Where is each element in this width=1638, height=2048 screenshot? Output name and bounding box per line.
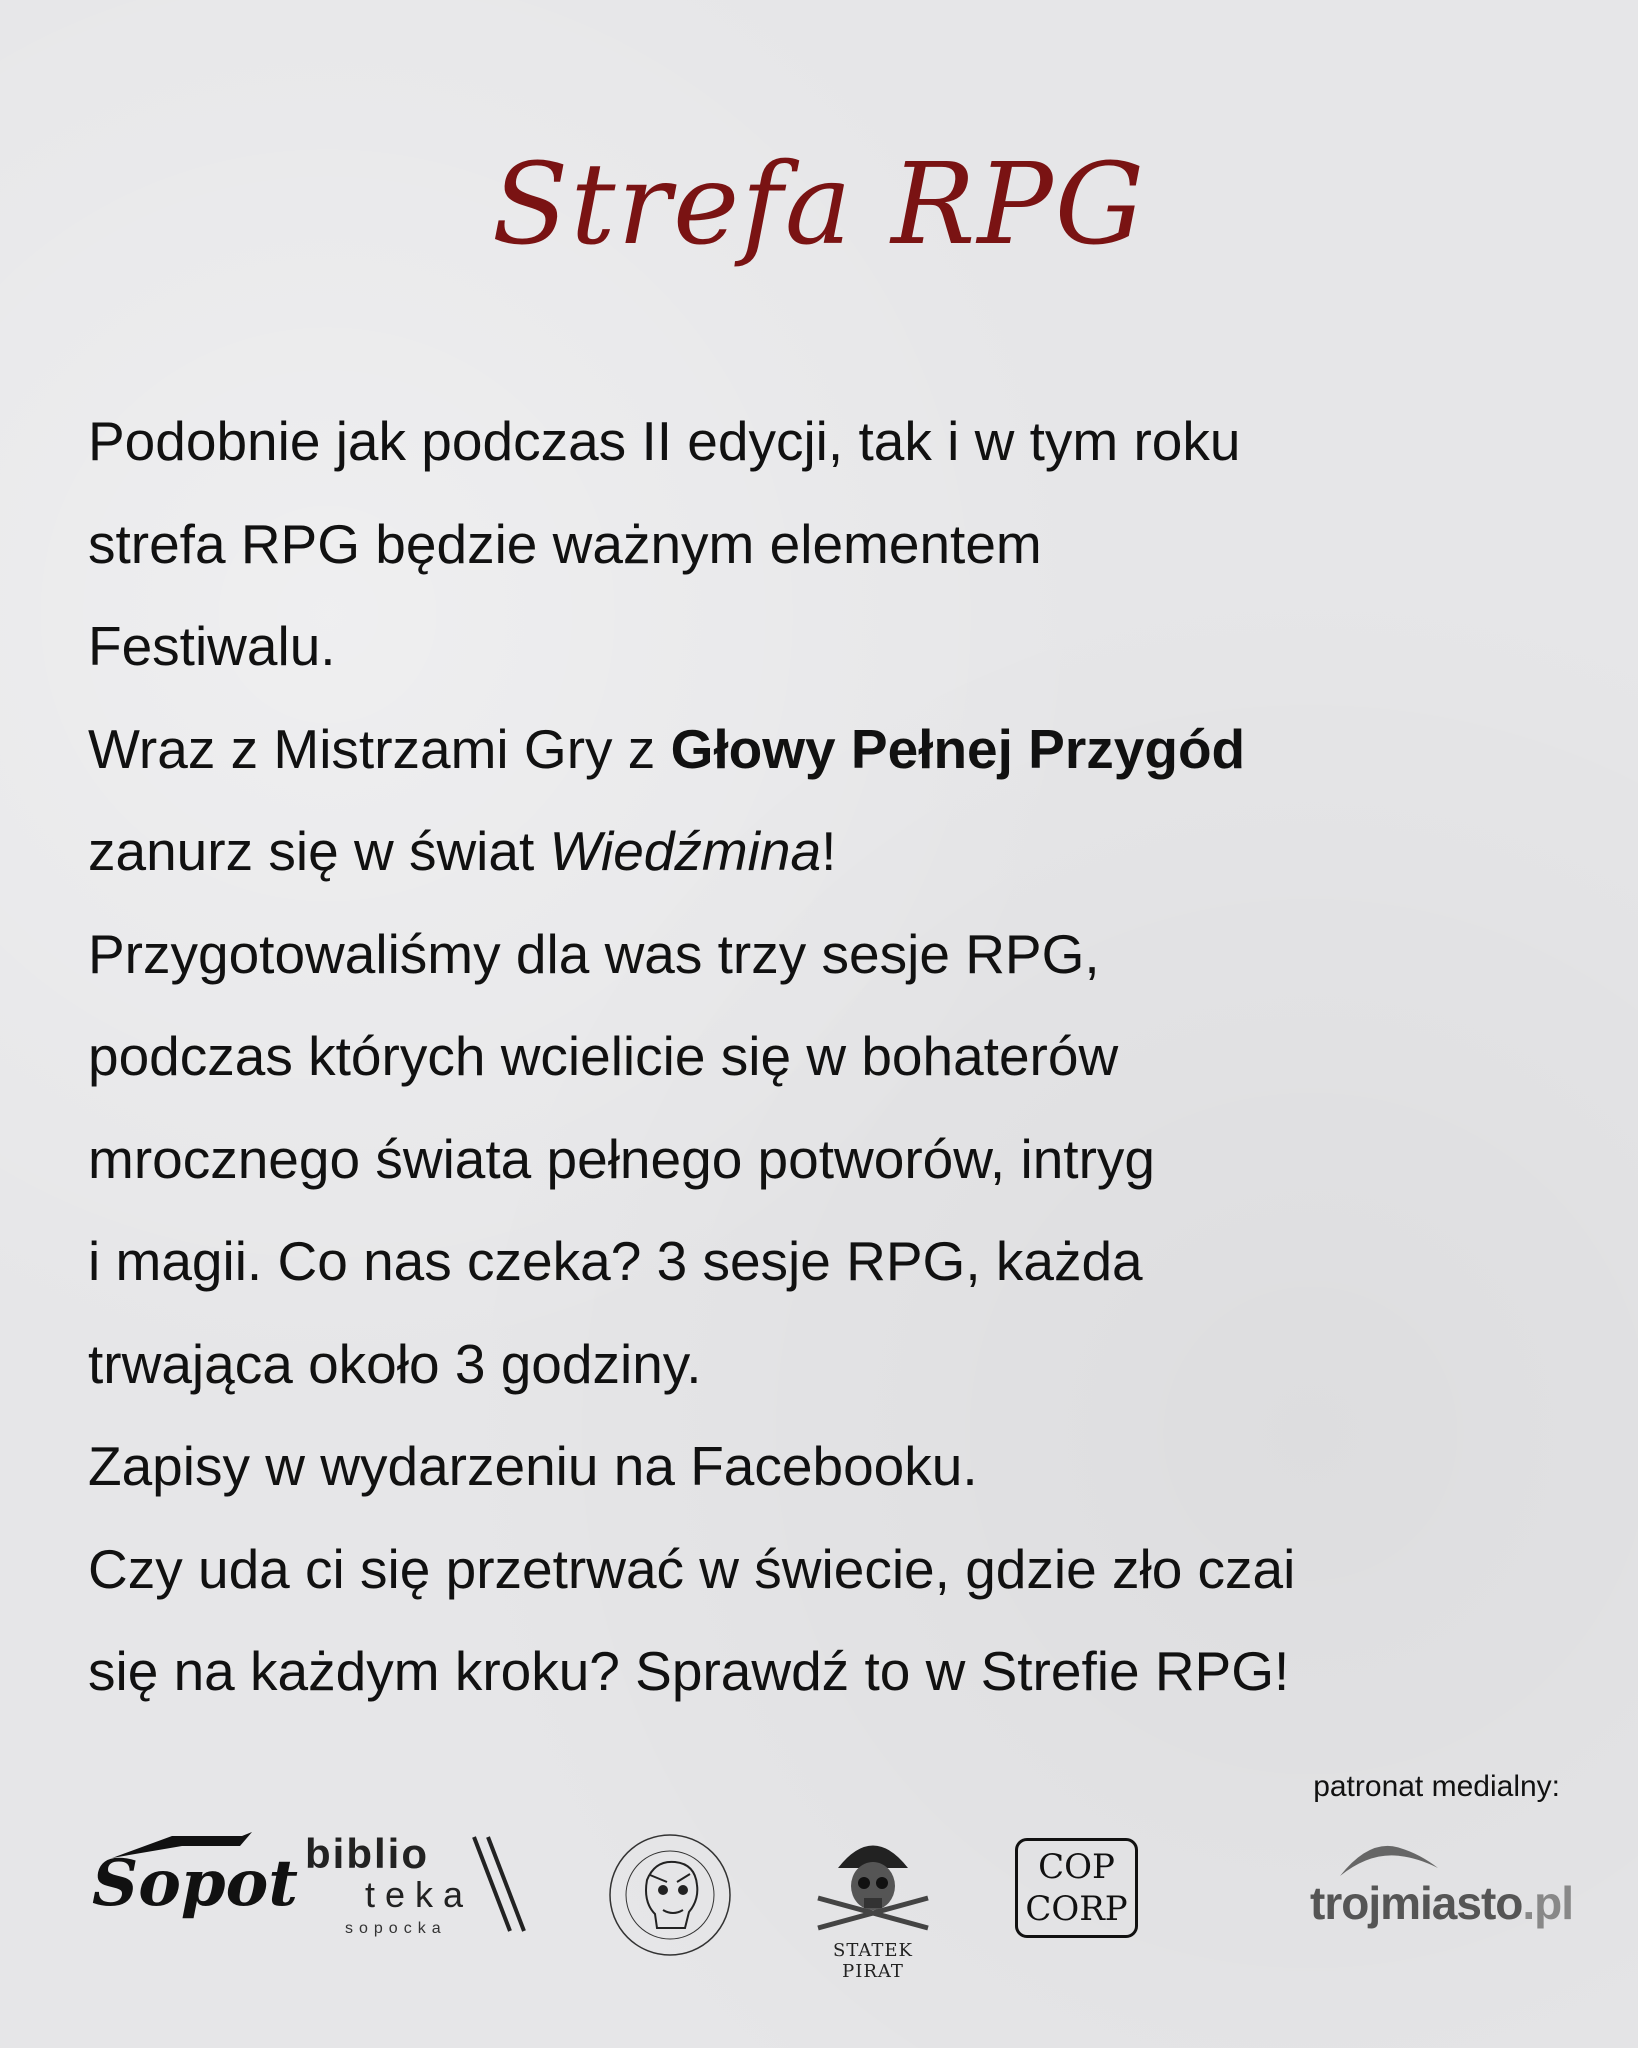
sopot-logo-text: Sopot xyxy=(92,1846,298,1921)
trojmiasto-wave-icon xyxy=(1340,1838,1440,1878)
text-line: się na każdym kroku? Sprawdź to w Strefie RPG! xyxy=(88,1640,1290,1702)
corp-text: CORP xyxy=(1025,1889,1128,1929)
pirate-skull-icon xyxy=(808,1828,938,1943)
glowa-emblem-icon xyxy=(605,1830,735,1960)
trojmiasto-logo xyxy=(1305,1838,1574,1938)
text-line: Podobnie jak podczas II edycji, tak i w tym roku xyxy=(88,410,1241,472)
text-segment: zanurz się w świat xyxy=(88,820,550,882)
text-line xyxy=(88,800,1588,903)
cop-corp-logo xyxy=(1015,1838,1138,1938)
text-segment: Wraz z Mistrzami Gry z xyxy=(88,717,671,780)
trojmiasto-text xyxy=(1310,1876,1573,1930)
glowa-pelna-przygod-logo xyxy=(605,1830,735,1960)
sopot-logo xyxy=(92,1832,298,1928)
statek-pirat-logo xyxy=(808,1828,938,1982)
text-line: Zapisy w wydarzeniu na Facebooku. xyxy=(88,1435,978,1497)
game-masters-name: Głowy Pełnej Przygód xyxy=(670,717,1246,780)
media-patronage-label: patronat medialny: xyxy=(1313,1770,1560,1803)
statek-pirat-text: STATEK PIRAT xyxy=(833,1940,913,1982)
text-line: Czy uda ci się przetrwać w świecie, gdzie zło czai xyxy=(88,1537,1296,1600)
trojmiasto-pl: .pl xyxy=(1522,1877,1574,1929)
trojmiasto-main: trojmiasto xyxy=(1310,1877,1523,1929)
text-line: podczas których wcielicie się w bohaterów xyxy=(88,1025,1119,1087)
biblio-text: biblio xyxy=(305,1830,429,1877)
biblioteka-logo xyxy=(305,1830,535,1940)
announcement-text xyxy=(88,390,1588,1723)
sopocka-text: sopocka xyxy=(345,1920,447,1937)
text-line: strefa RPG będzie ważnym elementem xyxy=(88,512,1042,575)
text-line: Festiwalu. xyxy=(88,615,336,677)
text-line: Przygotowaliśmy dla was trzy sesje RPG, xyxy=(88,922,1100,985)
text-line: i magii. Co nas czeka? 3 sesje RPG, każda xyxy=(88,1230,1143,1292)
text-line xyxy=(88,698,1588,801)
slashes-icon xyxy=(470,1835,530,1935)
witcher-title: Wiedźmina xyxy=(549,820,822,882)
text-line: mrocznego świata pełnego potworów, intryg xyxy=(88,1127,1155,1190)
cop-text: COP xyxy=(1038,1847,1115,1887)
page-title: Strefa RPG xyxy=(491,140,1147,270)
text-segment: ! xyxy=(821,820,837,882)
teka-text: teka xyxy=(365,1874,474,1915)
text-line: trwająca około 3 godziny. xyxy=(88,1332,702,1395)
